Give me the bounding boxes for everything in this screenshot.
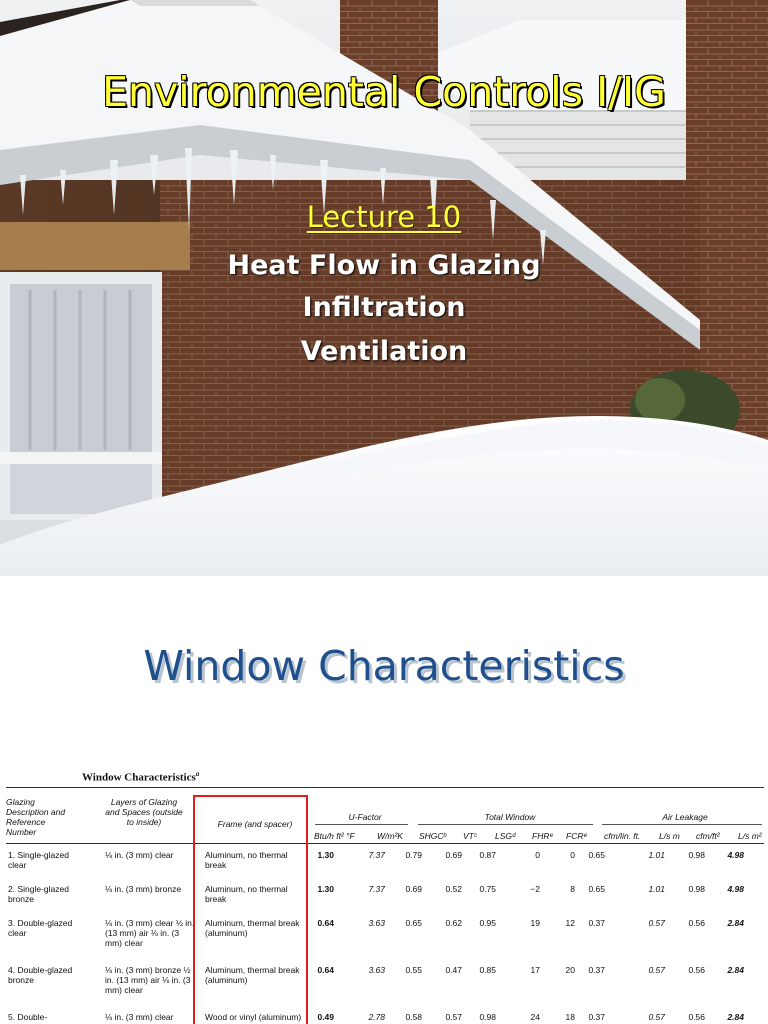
row-value: 0.37	[588, 1012, 605, 1022]
row-value: 7.37	[368, 884, 385, 894]
air-leakage-rule	[602, 824, 762, 825]
row-description: 4. Double-glazed bronze	[8, 965, 73, 985]
row-value: 0.75	[479, 884, 496, 894]
row-value: 0.95	[479, 918, 496, 928]
row-value: 0.98	[688, 850, 705, 860]
row-value: 0.65	[588, 884, 605, 894]
total-window-rule	[418, 824, 593, 825]
row-value: −2	[530, 884, 540, 894]
row-frame: Wood or vinyl (aluminum)	[205, 1012, 302, 1022]
header-air-leakage: Air Leakage	[662, 812, 708, 822]
header-fhr: FHRᵉ	[532, 831, 553, 841]
header-fcr: FCRᵉ	[566, 831, 587, 841]
header-ls-m: L/s m	[659, 831, 680, 841]
row-value: 0.56	[688, 918, 705, 928]
row-value: 2.84	[727, 1012, 744, 1022]
topic-ventilation: Ventilation	[300, 336, 468, 367]
topic-heat-flow: Heat Flow in Glazing	[227, 250, 541, 281]
header-ufactor: U-Factor	[348, 812, 382, 822]
row-value: 0.79	[405, 850, 422, 860]
row-value: 1.01	[648, 850, 665, 860]
row-value: 0.58	[405, 1012, 422, 1022]
row-value: 0.98	[479, 1012, 496, 1022]
header-shgc: SHGCᵇ	[419, 831, 447, 841]
row-value: 0.49	[317, 1012, 334, 1022]
header-frame: Frame (and spacer)	[217, 819, 293, 829]
window-characteristics-table	[0, 762, 768, 1024]
row-value: 0.56	[688, 1012, 705, 1022]
row-value: 17	[530, 965, 540, 975]
row-value: 0.57	[445, 1012, 462, 1022]
row-value: 0.98	[688, 884, 705, 894]
header-bottom-rule	[6, 843, 764, 844]
row-value: 20	[565, 965, 575, 975]
row-layers: ⅛ in. (3 mm) clear	[105, 1012, 174, 1022]
row-value: 1.01	[648, 884, 665, 894]
row-layers: ⅛ in. (3 mm) clear	[105, 850, 174, 860]
row-value: 7.37	[368, 850, 385, 860]
row-value: 1.30	[317, 884, 334, 894]
header-cfm-ft2: cfm/ft²	[696, 831, 720, 841]
row-value: 0	[535, 850, 540, 860]
row-value: 0.57	[648, 965, 665, 975]
row-value: 3.63	[368, 918, 385, 928]
row-value: 0.56	[688, 965, 705, 975]
header-cfm-lin-ft: cfm/lin. ft.	[604, 831, 641, 841]
row-layers: ⅛ in. (3 mm) bronze	[105, 884, 182, 894]
row-value: 0	[570, 850, 575, 860]
row-value: 2.78	[368, 1012, 385, 1022]
row-value: 2.84	[727, 918, 744, 928]
row-value: 0.47	[445, 965, 462, 975]
table-top-rule	[6, 787, 764, 788]
frame-column-highlight	[193, 795, 308, 1024]
slide-title: Environmental Controls I/IG	[102, 68, 666, 116]
row-description: 3. Double-glazed clear	[8, 918, 73, 938]
row-value: 24	[530, 1012, 540, 1022]
row-frame: Aluminum, thermal break (aluminum)	[205, 918, 300, 938]
row-value: 0.65	[588, 850, 605, 860]
header-btu: Btu/h ft² °F	[314, 831, 355, 841]
header-total-window: Total Window	[484, 812, 536, 822]
lecture-number: Lecture 10	[306, 200, 462, 234]
row-value: 0.69	[405, 884, 422, 894]
header-wm2k: W/m²K	[377, 831, 403, 841]
table-caption: Window Characteristics$^a$	[82, 770, 200, 784]
row-value: 19	[530, 918, 540, 928]
row-value: 0.55	[405, 965, 422, 975]
row-frame: Aluminum, no thermal break	[205, 850, 288, 870]
row-value: 0.65	[405, 918, 422, 928]
row-value: 8	[570, 884, 575, 894]
row-value: 0.64	[317, 918, 334, 928]
row-frame: Aluminum, no thermal break	[205, 884, 288, 904]
row-description: 2. Single-glazed bronze	[8, 884, 69, 904]
row-value: 0.87	[479, 850, 496, 860]
window-characteristics-title: Window Characteristics	[143, 642, 625, 690]
header-vt: VTᶜ	[463, 831, 477, 841]
row-value: 1.30	[317, 850, 334, 860]
row-description: 5. Double-	[8, 1012, 48, 1022]
row-value: 3.63	[368, 965, 385, 975]
row-value: 0.62	[445, 918, 462, 928]
row-value: 0.69	[445, 850, 462, 860]
row-value: 0.37	[588, 918, 605, 928]
header-glazing: Glazing Description and Reference Number	[6, 797, 66, 837]
row-value: 0.57	[648, 1012, 665, 1022]
row-value: 0.85	[479, 965, 496, 975]
row-value: 18	[565, 1012, 575, 1022]
row-description: 1. Single-glazed clear	[8, 850, 69, 870]
row-value: 12	[565, 918, 575, 928]
header-ls-m2: L/s m²	[738, 831, 762, 841]
row-value: 0.57	[648, 918, 665, 928]
header-lsg: LSGᵈ	[495, 831, 516, 841]
row-value: 2.84	[727, 965, 744, 975]
row-value: 0.52	[445, 884, 462, 894]
ufactor-rule	[315, 824, 408, 825]
row-value: 0.64	[317, 965, 334, 975]
row-frame: Aluminum, thermal break (aluminum)	[205, 965, 300, 985]
row-layers: ⅛ in. (3 mm) bronze ½ in. (13 mm) air ⅛ in. (3 mm) clear	[105, 965, 191, 995]
topic-infiltration: Infiltration	[302, 292, 466, 323]
row-layers: ⅛ in. (3 mm) clear ½ in. (13 mm) air ⅛ in. (3 mm) clear	[105, 918, 195, 948]
row-value: 4.98	[727, 850, 744, 860]
header-layers: Layers of Glazing and Spaces (outside to inside)	[105, 797, 183, 827]
row-value: 4.98	[727, 884, 744, 894]
row-value: 0.37	[588, 965, 605, 975]
